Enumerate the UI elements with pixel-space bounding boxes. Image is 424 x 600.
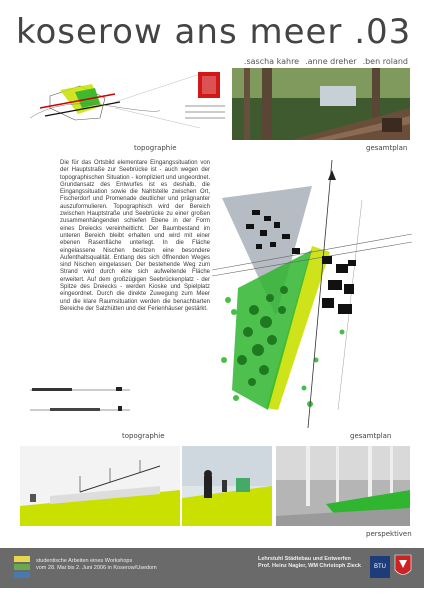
footer-left-line2: vom 28. Mai bis 2. Juni 2006 in Koserow/Usedom [36,565,157,571]
photo-boardwalk [232,68,410,140]
footer-right-line1: Lehrstuhl Städtebau und Entwerfen [258,556,351,562]
label-perspektiven: perspektiven [366,530,412,538]
label-topographie-bottom: topographie [122,432,165,440]
perspective-3 [276,446,410,526]
footer-left-line1: studentische Arbeiten eines Workshops [36,558,133,564]
authors [244,57,408,66]
footer-workshop-info [36,558,157,572]
label-topographie-top: topographie [134,144,177,152]
topographie-sections [20,380,190,426]
gesamtplan-plan [212,160,412,428]
author-2: .anne dreher [305,57,357,66]
footer-right-line2: Prof. Heinz Nagler, WM Christoph Zieck [258,563,361,569]
page-title: koserow ans meer .03 [16,12,412,52]
footer-chair-info [258,556,361,570]
label-gesamtplan-top: gesamtplan [366,144,408,152]
label-gesamtplan-bottom: gesamtplan [350,432,392,440]
author-3: .ben roland [362,57,408,66]
crest-icon [394,554,412,580]
footer-bar [0,548,424,588]
perspective-1 [20,446,180,526]
body-text: Die für das Ortsbild elementare Eingangssituation von der Hauptstraße zur Seebrücke ist - auch wegen der topographischen Situation - kompliziert und ungeordnet. Grundansatz des Entwurfes ist es deshalb, die Eingangssituation sowie die Nahtstelle zwischen Ort, Fischerdorf und Promenade deutlicher und prägnanter auszuformulieren. Topographisch wird der Bereich zwischen Hauptstraße und Seebrücke zu einer großen zusammenhängenden schiefen Ebene in der Form eines Dreiecks vereinheitlicht. Der Baumbestand im unteren Bereich bleibt erhalten und wird mit einer ebenen Rasenfläche unterlegt. In die Fläche eingelassene Nischen besitzen eine besondere Aufenthaltsqualität. Entlang des sich öffnenden Weges sind Nischen eingelassen. Der bestehende Weg zum Strand wird durch eine sich aufweitende Fläche erweitert. Auf dem großzügigen Seebrückenplatz - der Spitze des Dreiecks - werden Kioske und Spielplatz eingeordnet. Durch die direkte Zuwegung zum Meer und die klare Raumsituation werden die benachbarten Bereiche der Salzhütten und der Ferienhäuser gestärkt. [60,160,210,312]
author-1: .sascha kahre [243,57,300,66]
perspective-2 [182,446,272,526]
btu-logo: BTU [370,556,390,578]
topographie-diagram [20,68,230,140]
workshop-logo [12,554,32,582]
